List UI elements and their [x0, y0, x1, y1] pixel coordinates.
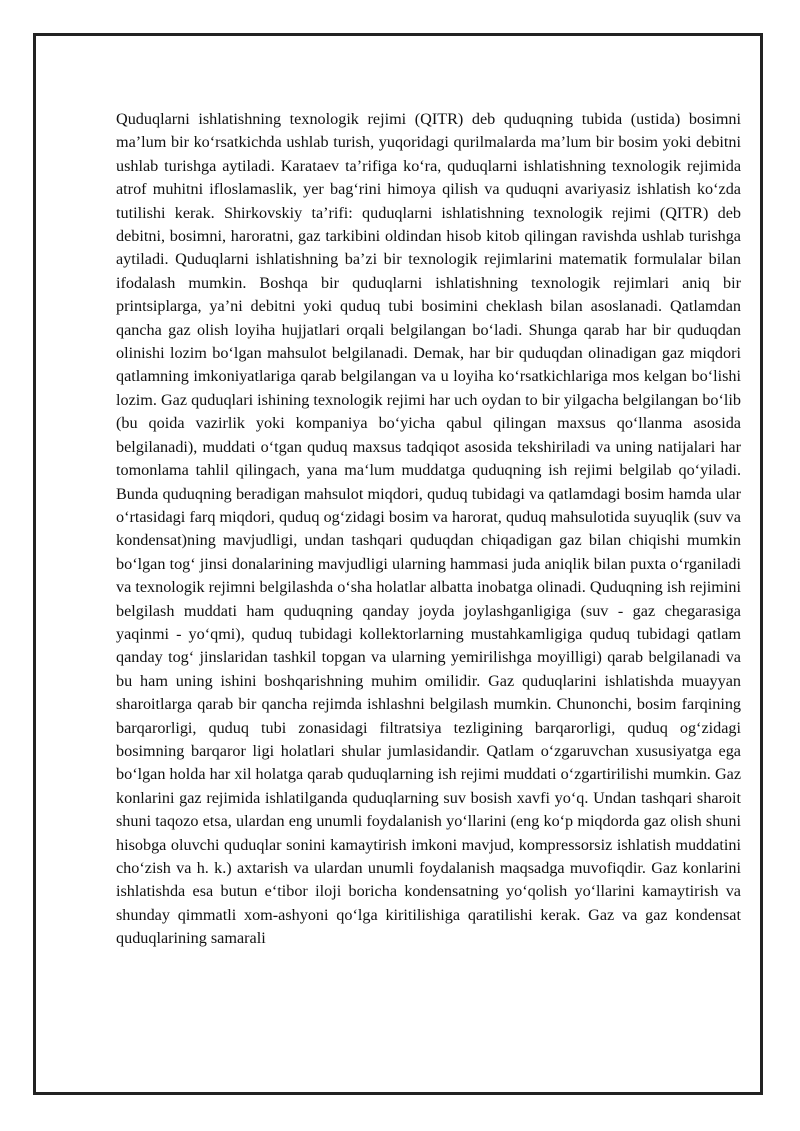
body-paragraph: Quduqlarni ishlatishning texnologik rejimi (QITR) deb quduqning tubida (ustida) bosimni ma’lum bir ko‘rsatkichda ushlab turish, yuqoridagi qurilmalarda ma’lum bir bosim yoki debitni ushlab turishga aytiladi. Karataev ta’rifiga ko‘ra, quduqlarni ishlatishning texnologik rejimida atrof muhitni ifloslamaslik, yer bag‘rini himoya qilish va quduqni avariyasiz ishlatish ko‘zda tutilishi kerak. Shirkovskiy ta’rifi: quduqlarni ishlatishning texnologik rejimi (QITR) deb debitni, bosimni, haroratni, gaz tarkibini oldindan hisob kitob qilingan ravishda ushlab turishga aytiladi. Quduqlarni ishlatishning ba’zi bir texnologik rejimlarini matematik formulalar bilan ifodalash mumkin. Boshqa bir quduqlarni ishlatishning texnologik rejimlari aniq bir printsiplarga, ya’ni debitni yoki quduq tubi bosimini cheklash bilan asoslanadi. Qatlamdan qancha gaz olish loyiha hujjatlari orqali belgilangan bo‘ladi. Shunga qarab har bir quduqdan olinishi lozim bo‘lgan mahsulot belgilanadi. Demak, har bir quduqdan olinadigan gaz miqdori qatlamning imkoniyatlariga qarab belgilangan va u loyiha ko‘rsatkichlariga mos kelgan bo‘lishi lozim. Gaz quduqlari ishining texnologik rejimi har uch oydan to bir yilgacha belgilangan bo‘lib (bu qoida vazirlik yoki kompaniya bo‘yicha qabul qilingan maxsus qo‘llanma asosida belgilanadi), muddati o‘tgan quduq maxsus tadqiqot asosida tekshiriladi va uning natijalari har tomonlama tahlil qilingach, yana ma‘lum muddatga quduqning ish rejimi belgilab qo‘yiladi. Bunda quduqning beradigan mahsulot miqdori, quduq tubidagi va qatlamdagi bosim hamda ular o‘rtasidagi farq miqdori, quduq og‘zidagi bosim va harorat, quduq mahsulotida suyuqlik (suv va kondensat)ning mavjudligi, undan tashqari quduqdan chiqadigan gaz bilan chiqishi mumkin bo‘lgan tog‘ jinsi donalarining mavjudligi ularning hammasi juda aniqlik bilan puxta o‘rganiladi va texnologik rejimni belgilashda o‘sha holatlar albatta inobatga olinadi. Quduqning ish rejimini belgilash muddati ham quduqning qanday joyda joylashganligiga (suv - gaz chegarasiga yaqinmi - yo‘qmi), quduq tubidagi kollektorlarning mustahkamligiga quduq tubidagi qatlam qanday tog‘ jinslaridan tashkil topgan va ularning yemirilishga moyilligi) qarab belgilanadi va bu ham uning ishini boshqarishning muhim omilidir. Gaz quduqlarini ishlatishda muayyan sharoitlarga qarab bir qancha rejimda ishlashni belgilash mumkin. Chunonchi, bosim farqining barqarorligi, quduq tubi zonasidagi filtratsiya tezligining barqarorligi, quduq og‘zidagi bosimning barqaror ligi holatlari shular jumlasidandir. Qatlam o‘zgaruvchan xususiyatga ega bo‘lgan holda har xil holatga qarab quduqlarning ish rejimi muddati o‘zgartirilishi mumkin. Gaz konlarini gaz rejimida ishlatilganda quduqlarning suv bosish xavfi yo‘q. Undan tashqari sharoit shuni taqozo etsa, ulardan eng unumli foydalanish yo‘llarini (eng ko‘p miqdorda gaz olish shuni hisobga oluvchi quduqlar sonini kamaytirish imkoni mavjud, kompressorsiz ishlatish muddatini cho‘zish va h. k.) axtarish va ulardan unumli foydalanish maqsadga muvofiqdir. Gaz konlarini ishlatishda esa butun e‘tibor iloji boricha kondensatning yo‘qolish yo‘llarini kamaytirish va shunday qimmatli xom-ashyoni qo‘lga kiritilishiga qaratilishi kerak. Gaz va gaz kondensat quduqlarining samarali: [116, 110, 741, 948]
